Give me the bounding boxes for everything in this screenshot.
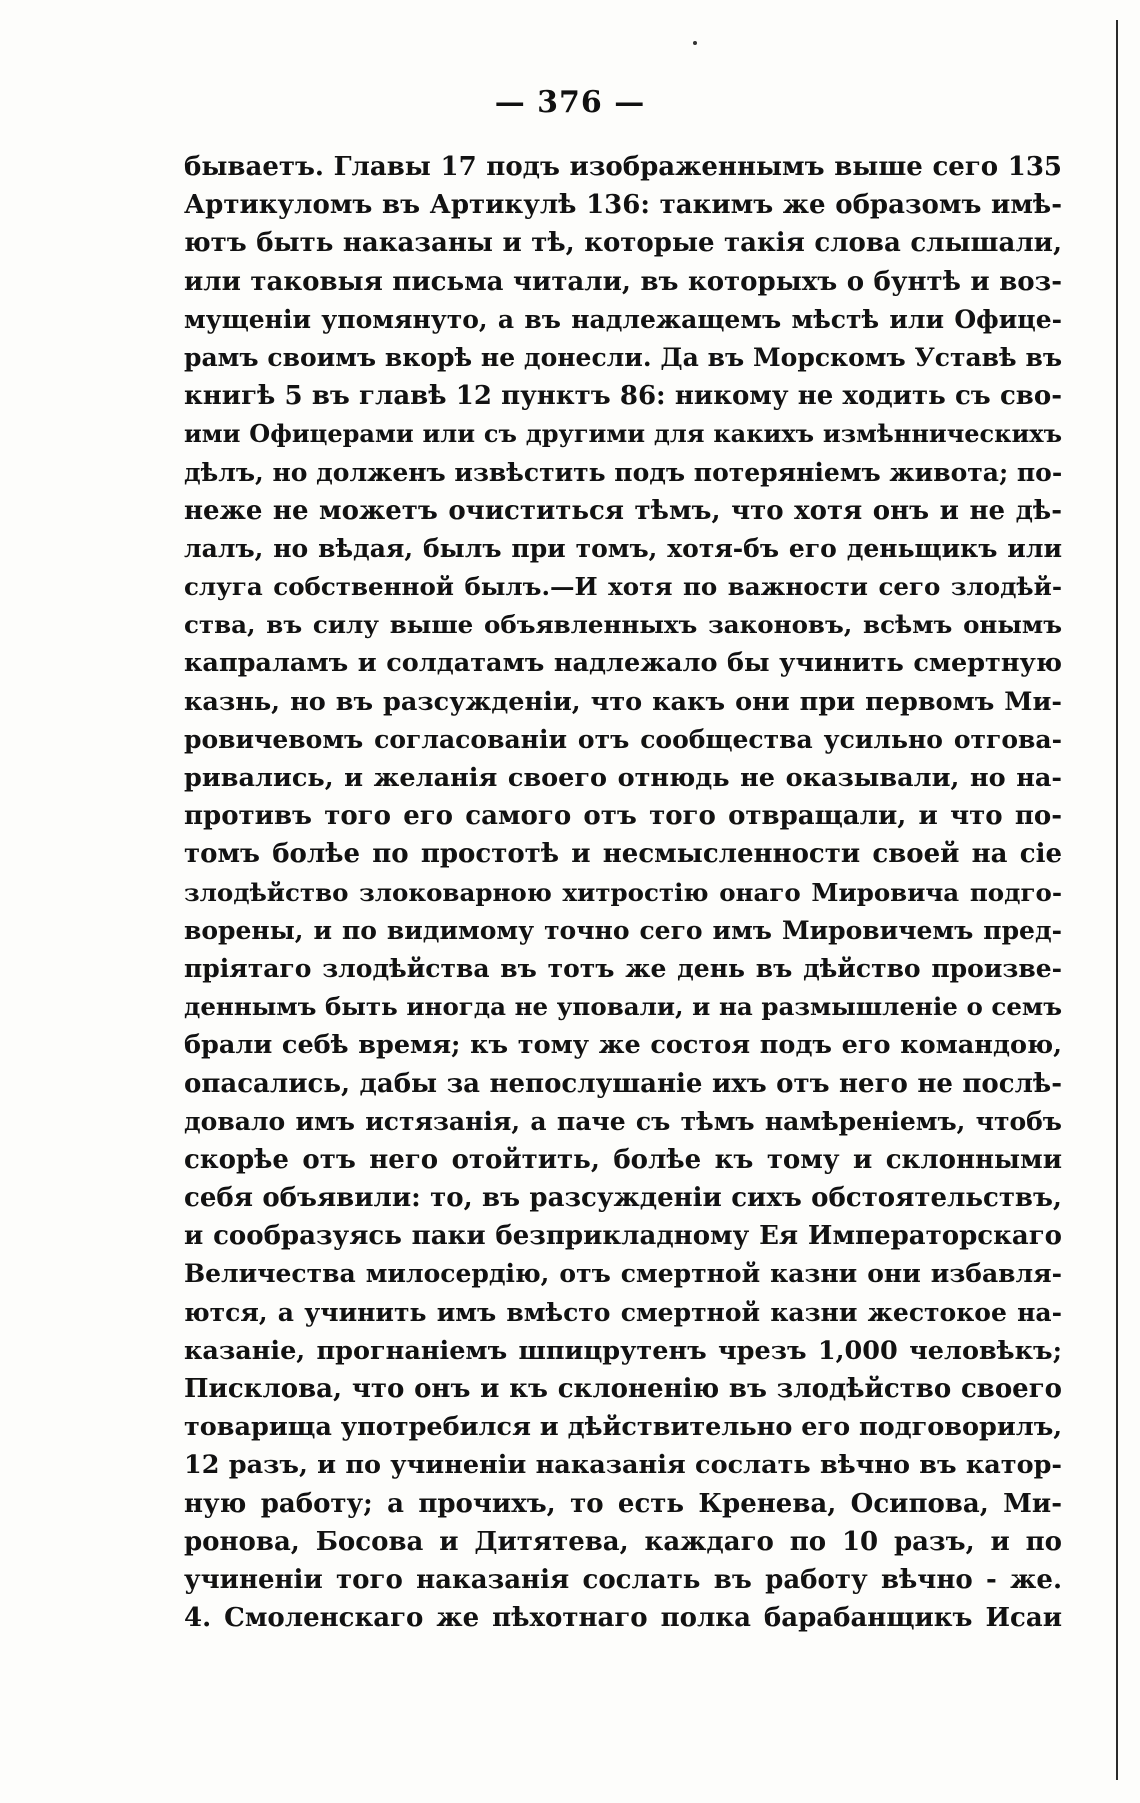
text-line: ривались, и желанія своего отнюдь не оказывали, но на- xyxy=(184,763,1062,793)
text-line: дѣлъ, но долженъ извѣстить подъ потеряніемъ живота; по- xyxy=(184,457,1062,487)
text-line: неже не можетъ очиститься тѣмъ, что хотя онъ и не дѣ- xyxy=(184,495,1062,526)
body-text xyxy=(184,148,1062,1637)
text-line: товарища употребился и дѣйствительно его подговорилъ, xyxy=(184,1412,1062,1443)
text-line: ворены, и по видимому точно сего имъ Мировичемъ пред- xyxy=(184,915,1062,945)
text-line: слуга собственной былъ.—И хотя по важности сего злодѣй- xyxy=(184,572,1062,602)
text-line: бываетъ. Главы 17 подъ изображеннымъ выше сего 135 xyxy=(184,152,1062,182)
text-line: книгѣ 5 въ главѣ 12 пунктъ 86: никому не ходить съ сво- xyxy=(184,381,1062,412)
text-line: брали себѣ время; къ тому же состоя подъ его командою, xyxy=(184,1030,1062,1061)
text-line: Величества милосердію, отъ смертной казни они избавля- xyxy=(184,1259,1062,1289)
text-line: опасались, дабы за непослушаніе ихъ отъ него не послѣ- xyxy=(184,1068,1062,1099)
text-line: казнь, но въ разсужденіи, что какъ они при первомъ Ми- xyxy=(184,686,1062,717)
text-line: ютъ быть наказаны и тѣ, которые такія слова слышали, xyxy=(184,228,1062,259)
text-line: пріятаго злодѣйства въ тотъ же день въ дѣйство произве- xyxy=(184,953,1062,983)
text-line: ются, а учинить имъ вмѣсто смертной казни жестокое на- xyxy=(184,1297,1062,1327)
text-line: ими Офицерами или съ другими для какихъ измѣнническихъ xyxy=(184,419,1062,449)
text-line: учиненіи того наказанія сослать въ работу вѣчно - же. xyxy=(184,1564,1062,1595)
text-line: 4. Смоленскаго же пѣхотнаго полка барабанщикъ Исаи xyxy=(184,1603,1062,1634)
text-line: лалъ, но вѣдая, былъ при томъ, хотя-бъ его деньщикъ или xyxy=(184,533,1062,563)
text-line: казаніе, прогнаніемъ шпицрутенъ чрезъ 1,000 человѣкъ; xyxy=(184,1335,1062,1366)
text-line: злодѣйство злоковарною хитростію онаго Мировича подго- xyxy=(184,877,1062,907)
text-line: ства, въ силу выше объявленныхъ законовъ, всѣмъ онымъ xyxy=(184,610,1062,640)
text-line: 12 разъ, и по учиненіи наказанія сослать вѣчно въ катор- xyxy=(184,1450,1062,1481)
text-line: капраламъ и солдатамъ надлежало бы учинить смертную xyxy=(184,648,1062,679)
text-line: рамъ своимъ вкорѣ не донесли. Да въ Морскомъ Уставѣ въ xyxy=(184,342,1062,372)
text-line: ную работу; а прочихъ, то есть Кренева, Осипова, Ми- xyxy=(184,1488,1062,1519)
text-line: ронова, Босова и Дитятева, каждаго по 10 разъ, и по xyxy=(184,1526,1062,1557)
text-line: мущеніи упомянуто, а въ надлежащемъ мѣстѣ или Офице- xyxy=(184,304,1062,334)
page-number: — 376 — xyxy=(494,85,646,120)
text-line: и сообразуясь паки безприкладному Ея Императорскаго xyxy=(184,1221,1062,1252)
page-edge-shadow xyxy=(1116,20,1118,1780)
text-line: деннымъ быть иногда не уповали, и на размышленіе о семъ xyxy=(184,992,1062,1022)
text-line: довало имъ истязанія, а паче съ тѣмъ намѣреніемъ, чтобъ xyxy=(184,1106,1062,1136)
text-line: томъ болѣе по простотѣ и несмысленности своей на сіе xyxy=(184,839,1062,870)
text-line: Артикуломъ въ Артикулѣ 136: такимъ же образомъ имѣ- xyxy=(184,190,1062,221)
text-line: противъ того его самого отъ того отвращали, и что по- xyxy=(184,801,1062,832)
text-line: себя объявили: то, въ разсужденіи сихъ обстоятельствъ, xyxy=(184,1183,1062,1214)
text-line: Писклова, что онъ и къ склоненію въ злодѣйство своего xyxy=(184,1374,1062,1404)
paper-speck xyxy=(693,41,697,45)
text-line: скорѣе отъ него отойтить, болѣе къ тому и склонными xyxy=(184,1144,1062,1175)
text-line: ровичевомъ согласованіи отъ сообщества усильно отгова- xyxy=(184,724,1062,754)
text-line: или таковыя письма читали, въ которыхъ о бунтѣ и воз- xyxy=(184,266,1062,297)
